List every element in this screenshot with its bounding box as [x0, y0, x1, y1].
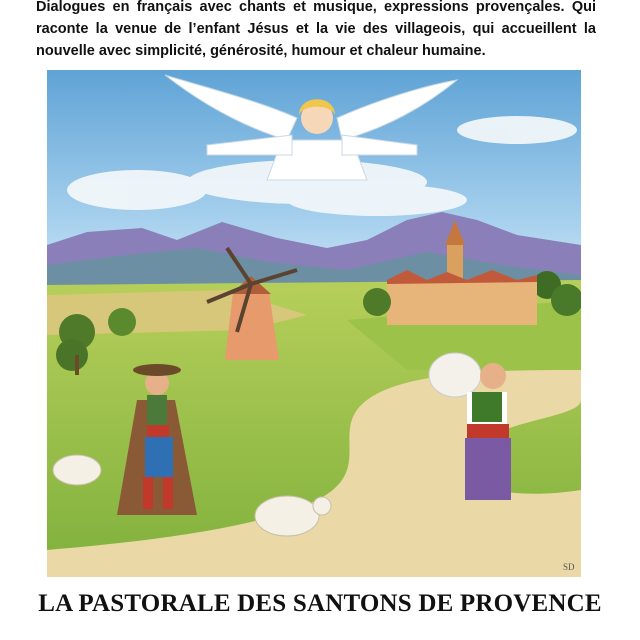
- page-title: LA PASTORALE DES SANTONS DE PROVENCE: [38, 590, 602, 617]
- intro-line: nouvelle avec simplicité, générosité, humour et chaleur humaine.: [36, 43, 486, 59]
- nativity-illustration: [47, 70, 581, 577]
- artist-signature: SD: [563, 562, 575, 572]
- intro-line: raconte la venue de l’enfant Jésus et la vie des villageois, qui accueillent la: [36, 21, 596, 37]
- intro-line: Dialogues en français avec chants et musique, expressions provençales. Qui: [36, 0, 596, 15]
- illustration-canvas: [47, 70, 581, 577]
- intro-paragraph: [36, 0, 596, 62]
